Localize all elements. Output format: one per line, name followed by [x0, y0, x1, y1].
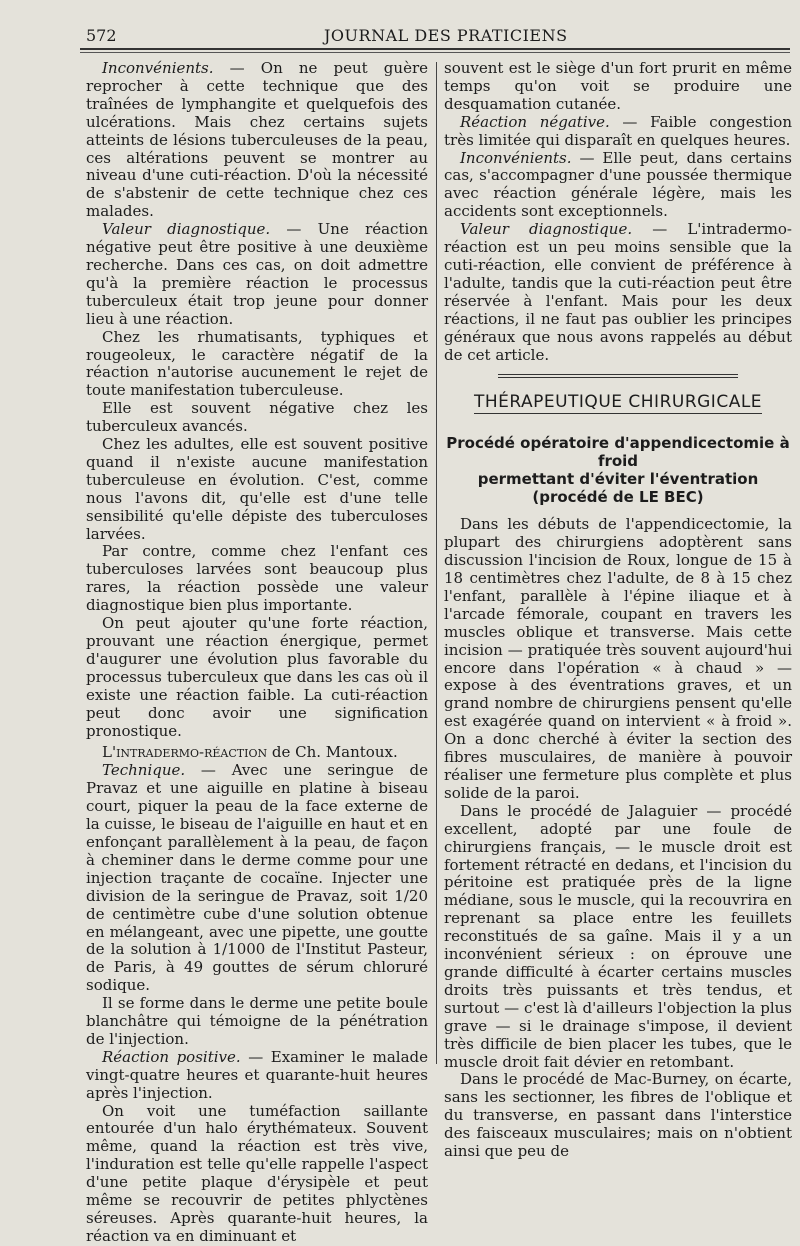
column-divider	[436, 62, 437, 1064]
subheading	[86, 744, 428, 762]
header-rule	[80, 48, 790, 50]
article-title-line: permettant d'éviter l'éventration	[477, 470, 759, 489]
paragraph: Dans les débuts de l'appendicectomie, la plupart des chirurgiens adoptèrent sans discussion l'incision de Roux, longue de 15 à 18 centimètres chez l'adulte, de 8 à 15 chez l'enfant, parallèle à l'épine iliaque et à l'arcade fémorale, coupant en travers les muscles oblique et transverse. Mais cette incision — pratiquée très souvent aujourd'hui encore dans l'opération « à chaud » — expose à des éventrations graves, et un grand nombre de chirurgiens pensent qu'elle est exagérée quand on intervient « à froid ». On a donc cherché à éviter la section des fibres musculaires, de manière à pouvoir réaliser une fermeture plus complète et plus solide de la paroi.	[444, 515, 792, 802]
paragraph-label: Valeur diagnostique.	[102, 220, 271, 239]
paragraph-label: Réaction positive.	[102, 1047, 241, 1066]
paragraph-label: Technique.	[102, 761, 186, 780]
paragraph	[86, 221, 428, 328]
paragraph-label: Inconvénients.	[460, 148, 572, 167]
paragraph	[86, 762, 428, 995]
right-column	[444, 59, 792, 1161]
paragraph: On voit une tuméfaction saillante entourée d'un halo érythémateux. Souvent même, quand la réaction est très vive, l'induration est telle qu'elle rappelle l'aspect d'une petite plaque d'érysipèle et peut même se recouvrir de petites phlyctènes séreuses. Après quarante-huit heures, la réaction va en diminuant et	[86, 1101, 428, 1245]
journal-title: JOURNAL DES PRATICIENS	[324, 26, 568, 45]
article-title	[444, 434, 792, 506]
paragraph	[444, 150, 792, 222]
paragraph-text: — Une réaction négative peut être positive à une deuxième recherche. Dans ces cas, on doit admettre qu'à la première réaction le processus tuberculeux était trop jeune pour donner lieu à une réaction.	[86, 220, 428, 328]
paragraph: Par contre, comme chez l'enfant ces tuberculoses larvées sont beaucoup plus rares, la réaction possède une valeur diagnostique bien plus importante.	[86, 542, 428, 615]
paragraph: Chez les rhumatisants, typhiques et rougeoleux, le caractère négatif de la réaction n'autorise aucunement le rejet de toute manifestation tuberculeuse.	[86, 327, 428, 400]
article-title-line: (procédé de LE BEC)	[532, 488, 704, 507]
section-title-text: THÉRAPEUTIQUE CHIRURGICALE	[473, 392, 763, 413]
paragraph-label: Réaction négative.	[460, 112, 610, 131]
page-header	[86, 26, 780, 48]
paragraph-text: — Elle peut, dans certains cas, s'accompagner d'une poussée thermique avec réaction générale légère, mais les accidents sont exceptionnels.	[444, 148, 792, 221]
paragraph-text: — On ne peut guère reprocher à cette technique que des traînées de lymphangite et quelquefois des ulcérations. Mais chez certains sujets atteints de lésions tuberculeuses de la peau, ces altérations peuvent se montrer au niveau d'une cuti-réaction. D'où la nécessité de s'abstenir de cette technique chez ces malades.	[86, 59, 428, 221]
header-rule-thin	[80, 52, 790, 53]
paragraph	[86, 1049, 428, 1103]
paragraph: Il se forme dans le derme une petite boule blanchâtre qui témoigne de la pénétration de l'injection.	[86, 994, 428, 1048]
paragraph: Chez les adultes, elle est souvent positive quand il n'existe aucune manifestation tuberculeuse en évolution. C'est, comme nous l'avons dit, qu'elle est d'une telle sensibilité qu'elle dépiste des tuberculoses larvées.	[86, 435, 428, 543]
paragraph-label: Valeur diagnostique.	[460, 220, 633, 239]
paragraph-text: — Faible congestion très limitée qui disparaît en quelques heures.	[444, 112, 792, 149]
section-separator	[498, 374, 738, 378]
left-column	[86, 59, 428, 1245]
paragraph-text: — Examiner le malade vingt-quatre heures et quarante-huit heures après l'injection.	[86, 1047, 428, 1102]
page-number: 572	[86, 26, 117, 45]
paragraph: Elle est souvent négative chez les tuberculeux avancés.	[86, 399, 428, 436]
subheading-text: de Ch. Mantoux.	[267, 743, 398, 762]
paragraph: On peut ajouter qu'une forte réaction, prouvant une réaction énergique, permet d'augurer une évolution plus favorable du processus tuberculeux que dans les cas où il existe une réaction faible. La cuti-réaction peut donc avoir une signification pronostique.	[86, 614, 428, 740]
paragraph: Dans le procédé de Mac-Burney, on écarte, sans les sectionner, les fibres de l'oblique et du transverse, en passant dans l'interstice des faisceaux musculaires; mais on n'obtient ainsi que peu de	[444, 1070, 792, 1161]
article-title-line: Procédé opératoire d'appendicectomie à froid	[446, 434, 790, 471]
section-title	[444, 394, 792, 412]
subheading-label: L'intradermo-réaction	[102, 743, 268, 762]
paragraph	[444, 221, 792, 364]
paragraph-text: — Avec une seringue de Pravaz et une aiguille en platine à biseau court, piquer la peau de la face externe de la cuisse, le biseau de l'aiguille en haut et en enfonçant parallèlement à la peau, de façon à cheminer dans le derme comme pour une injection traçante de cocaïne. Injecter une division de la seringue de Pravaz, soit 1/20 de centimètre cube d'une solution obtenue en mélangeant, avec une pipette, une goutte de la solution à 1/1000 de l'Institut Pasteur, de Paris, à 49 gouttes de sérum chloruré sodique.	[86, 761, 428, 995]
paragraph-label: Inconvénients.	[102, 59, 214, 77]
paragraph	[86, 60, 428, 221]
paragraph: souvent est le siège d'un fort prurit en même temps qu'on voit se produire une desquamation cutanée.	[444, 59, 792, 113]
paragraph-text: — L'intradermo-réaction est un peu moins sensible que la cuti-réaction, elle convient de préférence à l'adulte, tandis que la cuti-réaction peut être réservée à l'enfant. Mais pour les deux réactions, il ne faut pas oublier les principes généraux que nous avons rappelés au début de cet article.	[444, 220, 792, 364]
paragraph	[444, 114, 792, 150]
paragraph: Dans le procédé de Jalaguier — procédé excellent, adopté par une foule de chirurgiens français, — le muscle droit est fortement rétracté en dedans, et l'incision du péritoine est pratiquée près de la ligne médiane, sous le muscle, qui la recouvrira en reprenant sa place entre les feuillets reconstitués de sa gaîne. Mais il y a un inconvénient sérieux : on éprouve une grande difficulté à écarter certains muscles droits très puissants et très tendus, et surtout — c'est là d'ailleurs l'objection la plus grave — si le drainage s'impose, il devient très difficile de bien placer les tubes, que le muscle droit fait dévier en retombant.	[444, 801, 792, 1071]
